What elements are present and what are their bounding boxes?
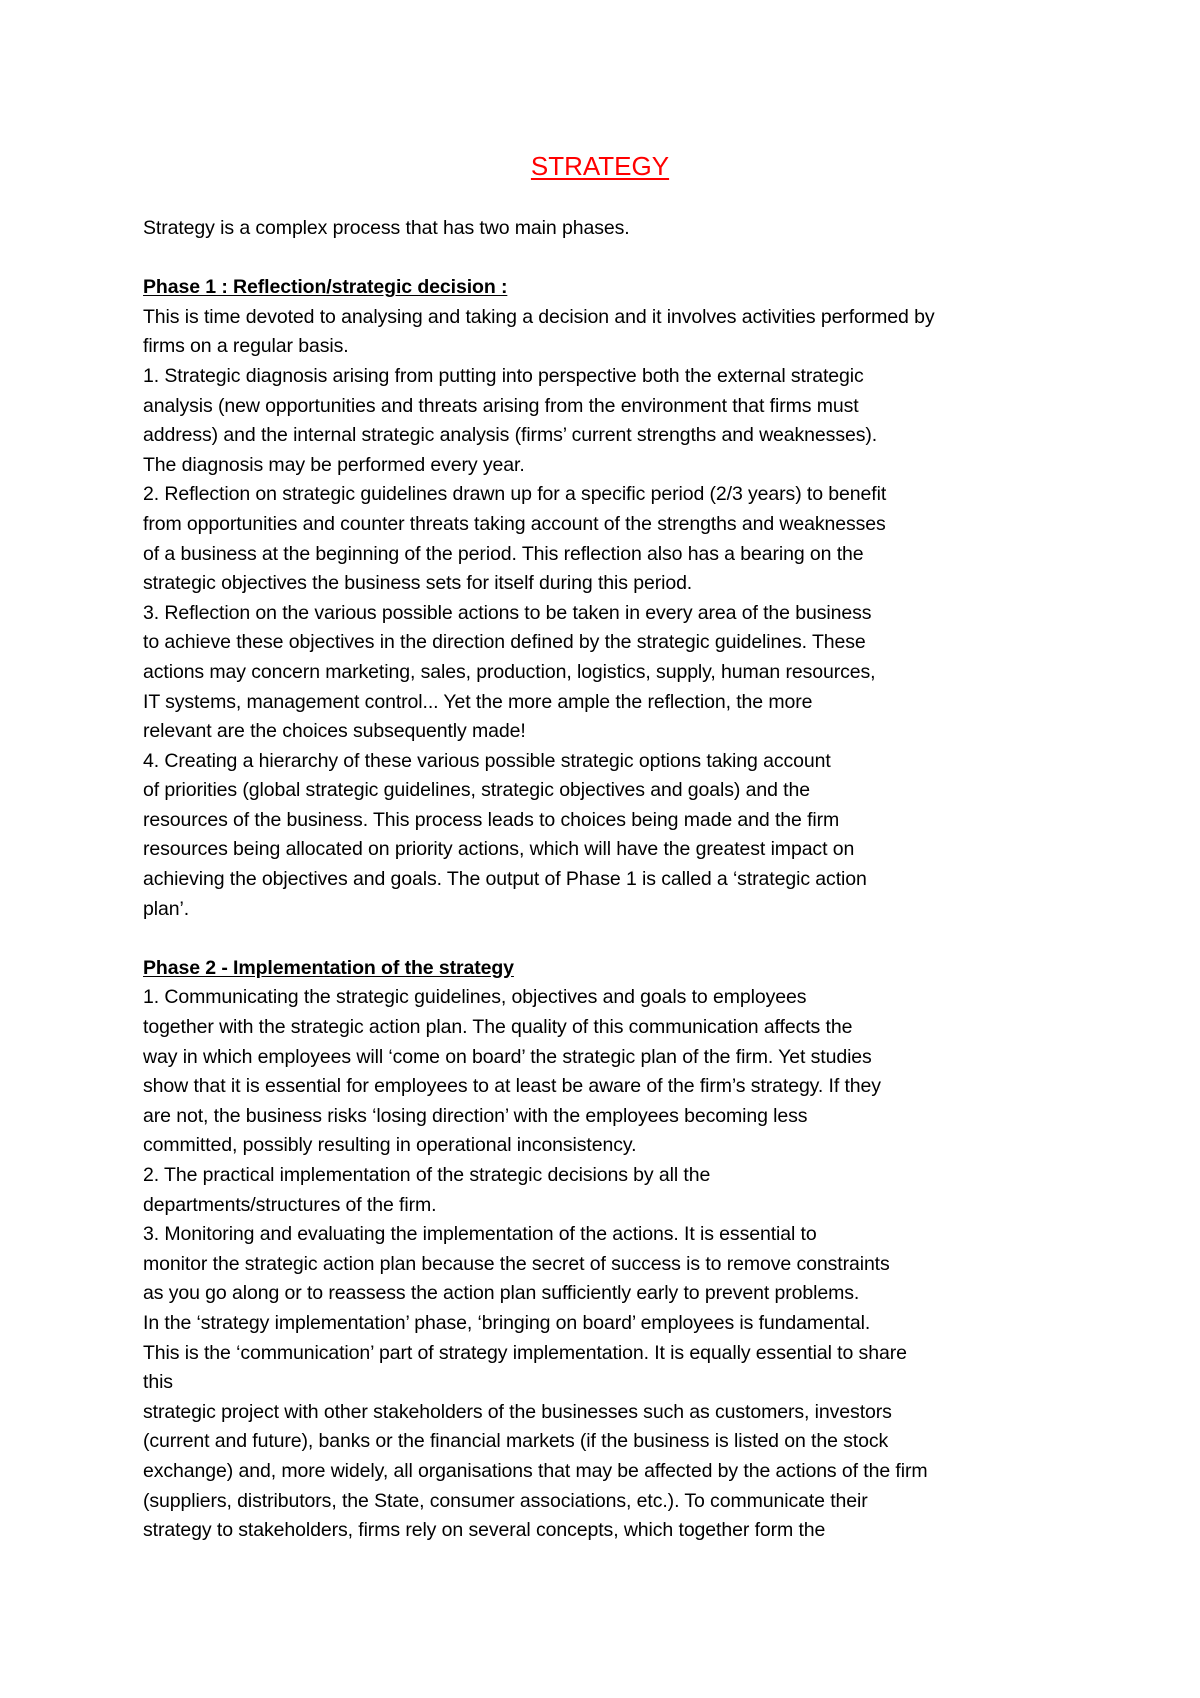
phase2-line: this bbox=[143, 1371, 173, 1394]
phase2-line: 2. The practical implementation of the strategic decisions by all the bbox=[143, 1164, 711, 1186]
phase1-section bbox=[143, 303, 1143, 924]
phase2-line: strategic project with other stakeholders of the businesses such as customers, investors bbox=[143, 1400, 892, 1423]
phase1-line: IT systems, management control... Yet the more ample the reflection, the more bbox=[143, 690, 813, 713]
phase1-line: analysis (new opportunities and threats arising from the environment that firms must bbox=[143, 394, 859, 417]
phase2-heading: Phase 2 - Implementation of the strategy bbox=[143, 956, 514, 979]
phase1-line: The diagnosis may be performed every year. bbox=[143, 453, 525, 476]
phase1-line: plan’. bbox=[143, 897, 190, 920]
phase1-line: relevant are the choices subsequently made! bbox=[143, 720, 526, 743]
phase2-line: (current and future), banks or the financial markets (if the business is listed on the stock bbox=[143, 1430, 889, 1453]
phase1-line: address) and the internal strategic analysis (firms’ current strengths and weaknesses). bbox=[143, 424, 878, 447]
phase1-line: 4. Creating a hierarchy of these various possible strategic options taking account bbox=[143, 749, 831, 772]
phase1-line: to achieve these objectives in the direction defined by the strategic guidelines. These bbox=[143, 631, 866, 654]
phase1-line: resources of the business. This process leads to choices being made and the firm bbox=[143, 808, 840, 831]
phase2-section bbox=[143, 983, 1143, 1545]
phase1-line: of priorities (global strategic guidelines, strategic objectives and goals) and the bbox=[143, 779, 810, 802]
phase2-line: exchange) and, more widely, all organisations that may be affected by the actions of the firm bbox=[143, 1459, 928, 1482]
document-body bbox=[143, 214, 1143, 1546]
phase1-line: strategic objectives the business sets for itself during this period. bbox=[143, 572, 693, 595]
phase1-line: resources being allocated on priority actions, which will have the greatest impact on bbox=[143, 838, 855, 861]
phase2-line: as you go along or to reassess the action plan sufficiently early to prevent problems. bbox=[143, 1282, 860, 1305]
phase2-line: together with the strategic action plan. The quality of this communication affects the bbox=[143, 1016, 853, 1039]
phase1-line: from opportunities and counter threats taking account of the strengths and weaknesses bbox=[143, 512, 886, 535]
paragraph-spacer bbox=[143, 244, 1143, 274]
phase2-line: are not, the business risks ‘losing direction’ with the employees becoming less bbox=[143, 1104, 808, 1127]
phase2-line: way in which employees will ‘come on board’ the strategic plan of the firm. Yet studies bbox=[143, 1045, 872, 1068]
phase1-line: firms on a regular basis. bbox=[143, 335, 349, 358]
phase1-line: actions may concern marketing, sales, production, logistics, supply, human resources, bbox=[143, 660, 876, 683]
phase2-line: monitor the strategic action plan because the secret of success is to remove constraints bbox=[143, 1252, 890, 1275]
phase1-line: achieving the objectives and goals. The output of Phase 1 is called a ‘strategic action bbox=[143, 868, 867, 891]
phase2-line: show that it is essential for employees to at least be aware of the firm’s strategy. If they bbox=[143, 1075, 881, 1098]
intro-paragraph: Strategy is a complex process that has two main phases. bbox=[143, 217, 630, 239]
phase1-heading: Phase 1 : Reflection/strategic decision : bbox=[143, 276, 508, 299]
phase2-line: 1. Communicating the strategic guidelines, objectives and goals to employees bbox=[143, 986, 807, 1009]
phase2-line: departments/structures of the firm. bbox=[143, 1193, 437, 1216]
phase2-line: (suppliers, distributors, the State, consumer associations, etc.). To communicate their bbox=[143, 1489, 868, 1512]
paragraph-spacer bbox=[143, 924, 1143, 954]
phase2-line: committed, possibly resulting in operational inconsistency. bbox=[143, 1134, 637, 1157]
phase2-line: 3. Monitoring and evaluating the implementation of the actions. It is essential to bbox=[143, 1223, 817, 1246]
phase2-line: strategy to stakeholders, firms rely on several concepts, which together form the bbox=[143, 1519, 826, 1542]
document-title: STRATEGY bbox=[530, 151, 670, 181]
phase2-line: In the ‘strategy implementation’ phase, ‘bringing on board’ employees is fundamental. bbox=[143, 1311, 871, 1334]
phase1-line: 3. Reflection on the various possible actions to be taken in every area of the business bbox=[143, 601, 872, 624]
phase2-line: This is the ‘communication’ part of strategy implementation. It is equally essential to share bbox=[143, 1341, 907, 1364]
phase1-line: 1. Strategic diagnosis arising from putting into perspective both the external strategic bbox=[143, 364, 864, 387]
phase1-line: 2. Reflection on strategic guidelines drawn up for a specific period (2/3 years) to benefit bbox=[143, 483, 887, 506]
phase1-line: This is time devoted to analysing and taking a decision and it involves activities performed by bbox=[143, 305, 935, 328]
phase1-line: of a business at the beginning of the period. This reflection also has a bearing on the bbox=[143, 542, 864, 565]
